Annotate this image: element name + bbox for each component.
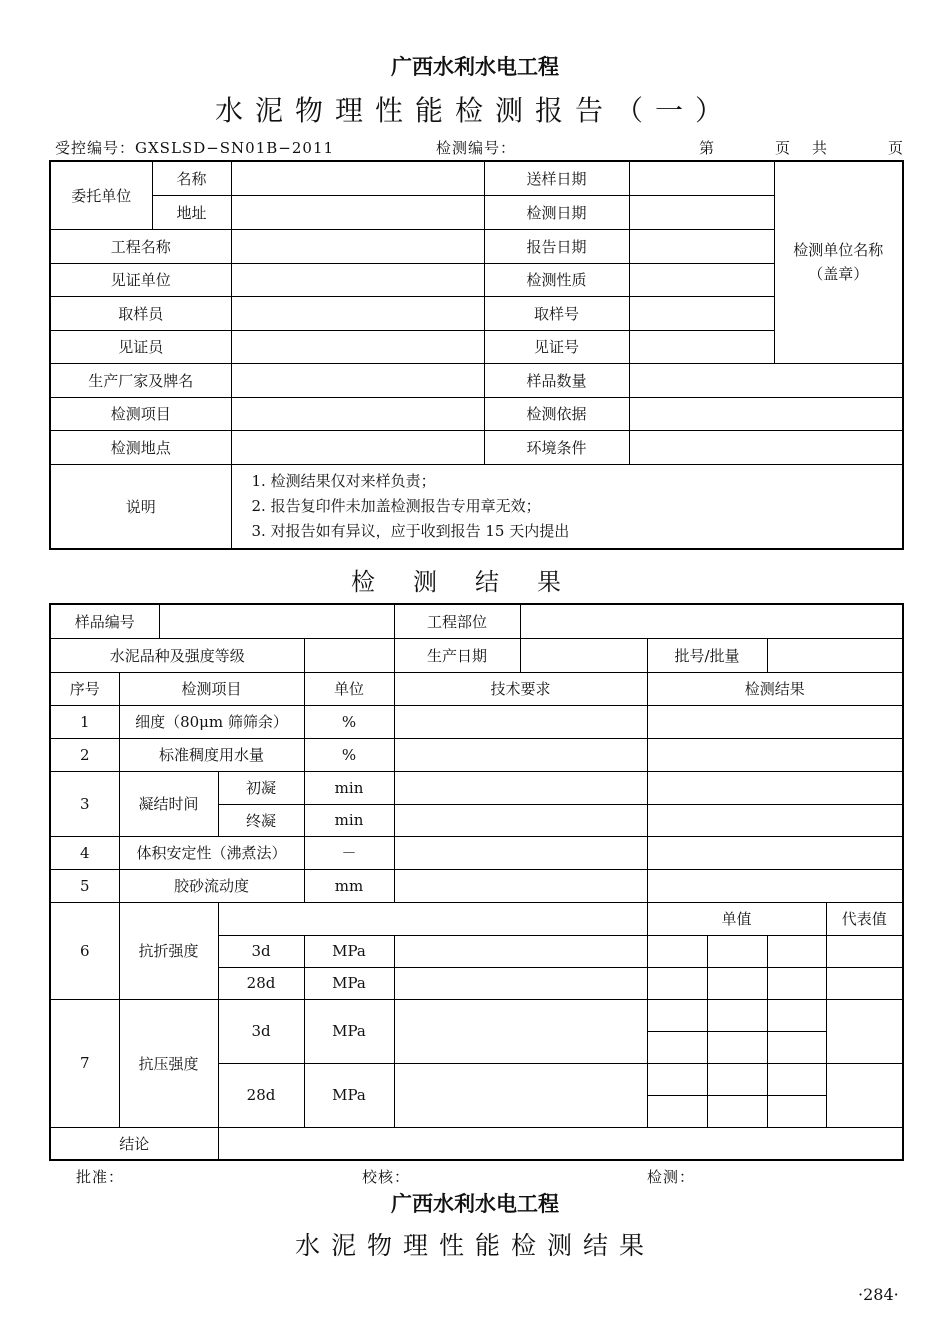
row6-header-blank	[218, 902, 647, 935]
row3-item: 凝结时间	[119, 771, 218, 836]
row7-3d-label: 3d	[218, 999, 304, 1063]
witness-unit-label: 见证单位	[50, 263, 231, 296]
project-part-label: 工程部位	[394, 604, 520, 638]
row1-result[interactable]	[647, 705, 903, 738]
row2-unit: %	[304, 738, 394, 771]
environment-field[interactable]	[629, 430, 903, 464]
test-basis-field[interactable]	[629, 397, 903, 430]
next-report-title: 水泥物理性能检测结果	[294, 1231, 655, 1260]
row7-28d-value[interactable]	[647, 1095, 707, 1127]
row6-item: 抗折强度	[119, 902, 218, 999]
row3-initial-requirement[interactable]	[394, 771, 647, 804]
lab-name: 检测单位名称	[793, 241, 884, 260]
header-seq: 序号	[50, 672, 119, 705]
row3-final-unit: min	[304, 804, 394, 836]
sample-send-date-field[interactable]	[629, 161, 774, 195]
sample-id-field[interactable]	[159, 604, 394, 638]
report-title: 水泥物理性能检测报告（一）	[214, 94, 735, 127]
page-ye: 页	[775, 139, 792, 157]
sample-no-field[interactable]	[629, 296, 774, 330]
page-number: ·284·	[858, 1285, 899, 1304]
row7-28d-value[interactable]	[767, 1063, 826, 1095]
row7-3d-value[interactable]	[767, 1031, 826, 1063]
results-table	[49, 603, 904, 1161]
row7-item: 抗压强度	[119, 999, 218, 1127]
row6-seq: 6	[50, 902, 119, 999]
header-unit: 单位	[304, 672, 394, 705]
row7-28d-rep[interactable]	[826, 1063, 903, 1127]
project-name-field[interactable]	[231, 229, 484, 263]
production-date-label: 生产日期	[394, 638, 520, 672]
test-nature-field[interactable]	[629, 263, 774, 296]
witness-unit-field[interactable]	[231, 263, 484, 296]
note-item: 2. 报告复印件未加盖检测报告专用章无效；	[251, 496, 541, 515]
row6-28d-value[interactable]	[707, 967, 767, 999]
next-org-title: 广西水利水电工程	[391, 1192, 559, 1216]
test-basis-label: 检测依据	[484, 397, 629, 430]
row6-28d-value[interactable]	[647, 967, 707, 999]
address-label: 地址	[152, 195, 231, 229]
row6-rep-label: 代表值	[826, 902, 903, 935]
row1-unit: %	[304, 705, 394, 738]
sample-no-label: 取样号	[484, 296, 629, 330]
environment-label: 环境条件	[484, 430, 629, 464]
row7-3d-value[interactable]	[647, 999, 707, 1031]
row2-requirement[interactable]	[394, 738, 647, 771]
test-nature-label: 检测性质	[484, 263, 629, 296]
row4-requirement[interactable]	[394, 836, 647, 869]
row2-item: 标准稠度用水量	[119, 738, 304, 771]
row6-3d-rep[interactable]	[826, 935, 903, 967]
name-field[interactable]	[231, 161, 484, 195]
row7-28d-requirement[interactable]	[394, 1063, 647, 1127]
row6-3d-unit: MPa	[304, 935, 394, 967]
notes-cell	[231, 464, 903, 549]
info-table	[49, 160, 904, 550]
row3-seq: 3	[50, 771, 119, 836]
sample-count-label: 样品数量	[484, 363, 629, 397]
manufacturer-field[interactable]	[231, 363, 484, 397]
row7-28d-label: 28d	[218, 1063, 304, 1127]
row6-28d-unit: MPa	[304, 967, 394, 999]
notes-label: 说明	[50, 464, 231, 549]
test-item-label: 检测项目	[50, 397, 231, 430]
test-date-label: 检测日期	[484, 195, 629, 229]
note-item: 3. 对报告如有异议，应于收到报告 15 天内提出	[251, 521, 570, 540]
row7-28d-value[interactable]	[707, 1095, 767, 1127]
sample-id-label: 样品编号	[50, 604, 159, 638]
row6-28d-label: 28d	[218, 967, 304, 999]
row7-28d-unit: MPa	[304, 1063, 394, 1127]
row6-28d-rep[interactable]	[826, 967, 903, 999]
test-location-field[interactable]	[231, 430, 484, 464]
row1-seq: 1	[50, 705, 119, 738]
row5-item: 胶砂流动度	[119, 869, 304, 902]
conclusion-label: 结论	[50, 1127, 218, 1160]
project-name-label: 工程名称	[50, 229, 231, 263]
row1-requirement[interactable]	[394, 705, 647, 738]
approve-label: 批准：	[76, 1168, 125, 1186]
row7-3d-value[interactable]	[767, 999, 826, 1031]
row1-item: 细度（80μm 筛筛余）	[119, 705, 304, 738]
control-number	[55, 137, 334, 158]
header-item: 检测项目	[119, 672, 304, 705]
sample-send-date-label: 送样日期	[484, 161, 629, 195]
row6-28d-value[interactable]	[767, 967, 826, 999]
row2-seq: 2	[50, 738, 119, 771]
row5-unit: mm	[304, 869, 394, 902]
production-date-field[interactable]	[520, 638, 647, 672]
batch-label: 批号/批量	[647, 638, 767, 672]
org-title: 广西水利水电工程	[391, 55, 559, 79]
test-location-label: 检测地点	[50, 430, 231, 464]
row7-28d-value[interactable]	[707, 1063, 767, 1095]
row7-3d-value[interactable]	[647, 1031, 707, 1063]
cement-grade-field[interactable]	[304, 638, 394, 672]
batch-field[interactable]	[767, 638, 903, 672]
row6-3d-value[interactable]	[707, 935, 767, 967]
name-label: 名称	[152, 161, 231, 195]
test-signature-label: 检测：	[647, 1168, 696, 1186]
row3-final-label: 终凝	[218, 804, 304, 836]
row7-3d-requirement[interactable]	[394, 999, 647, 1063]
row4-seq: 4	[50, 836, 119, 869]
page-gong: 共	[812, 139, 829, 157]
lab-seal-cell	[774, 161, 903, 363]
check-label: 校核：	[362, 1168, 411, 1186]
row7-3d-unit: MPa	[304, 999, 394, 1063]
note-item: 1. 检测结果仅对来样负责；	[251, 471, 436, 490]
row7-3d-rep[interactable]	[826, 999, 903, 1063]
conclusion-field[interactable]	[218, 1127, 903, 1160]
header-requirement: 技术要求	[394, 672, 647, 705]
row4-unit: －	[304, 836, 394, 869]
sample-count-field[interactable]	[629, 363, 903, 397]
row7-seq: 7	[50, 999, 119, 1127]
row4-result[interactable]	[647, 836, 903, 869]
test-number-label: 检测编号：	[436, 139, 517, 157]
row7-28d-value[interactable]	[767, 1095, 826, 1127]
row4-item: 体积安定性（沸煮法）	[119, 836, 304, 869]
row7-28d-value[interactable]	[647, 1063, 707, 1095]
row7-3d-value[interactable]	[707, 1031, 767, 1063]
row6-3d-value[interactable]	[647, 935, 707, 967]
row6-3d-requirement[interactable]	[394, 935, 647, 967]
row5-seq: 5	[50, 869, 119, 902]
sampler-label: 取样员	[50, 296, 231, 330]
witness-no-field[interactable]	[629, 330, 774, 363]
header-result: 检测结果	[647, 672, 903, 705]
report-date-field[interactable]	[629, 229, 774, 263]
report-date-label: 报告日期	[484, 229, 629, 263]
project-part-field[interactable]	[520, 604, 903, 638]
sampler-field[interactable]	[231, 296, 484, 330]
cement-grade-label: 水泥品种及强度等级	[50, 638, 304, 672]
row6-28d-requirement[interactable]	[394, 967, 647, 999]
row3-initial-label: 初凝	[218, 771, 304, 804]
lab-seal: （盖章）	[808, 265, 869, 284]
witness-field[interactable]	[231, 330, 484, 363]
row6-single-label: 单值	[647, 902, 826, 935]
test-date-field[interactable]	[629, 195, 774, 229]
witness-no-label: 见证号	[484, 330, 629, 363]
row2-result[interactable]	[647, 738, 903, 771]
row3-initial-result[interactable]	[647, 771, 903, 804]
control-number-value: GXSLSD−SN01B−2011	[135, 139, 335, 157]
row6-3d-value[interactable]	[767, 935, 826, 967]
row3-final-requirement[interactable]	[394, 804, 647, 836]
page-di: 第	[699, 139, 716, 157]
row3-initial-unit: min	[304, 771, 394, 804]
page-ye-total: 页	[888, 139, 905, 157]
results-title: 检测结果	[351, 568, 599, 596]
witness-label: 见证员	[50, 330, 231, 363]
row7-3d-value[interactable]	[707, 999, 767, 1031]
control-number-label: 受控编号：	[55, 139, 136, 157]
row5-requirement[interactable]	[394, 869, 647, 902]
test-item-field[interactable]	[231, 397, 484, 430]
address-field[interactable]	[231, 195, 484, 229]
client-unit-label: 委托单位	[50, 161, 152, 229]
manufacturer-label: 生产厂家及牌名	[50, 363, 231, 397]
row6-3d-label: 3d	[218, 935, 304, 967]
row5-result[interactable]	[647, 869, 903, 902]
row3-final-result[interactable]	[647, 804, 903, 836]
